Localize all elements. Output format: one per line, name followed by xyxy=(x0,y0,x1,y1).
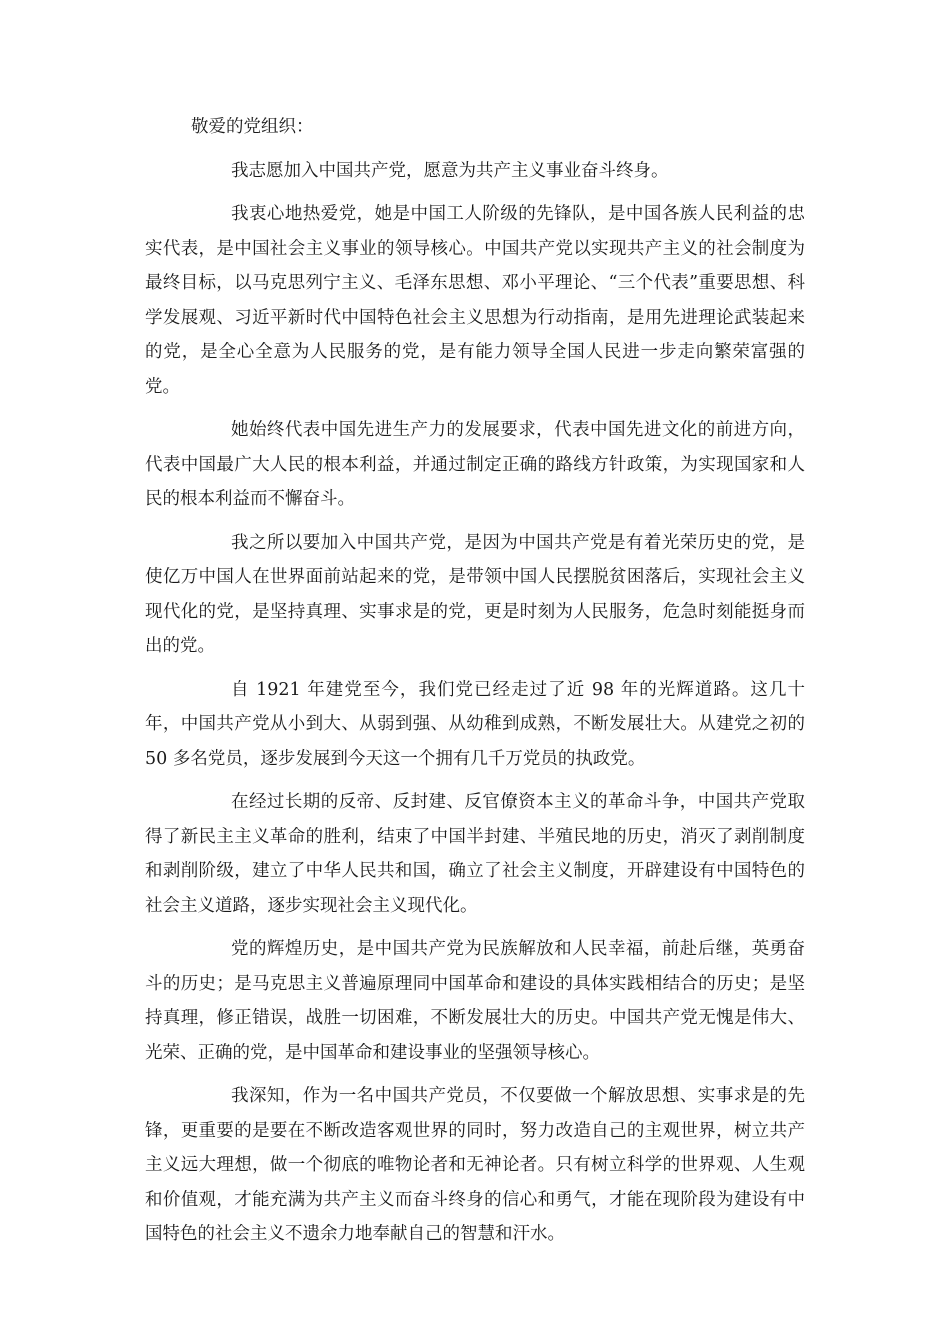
paragraph-8: 我深知，作为一名中国共产党员，不仅要做一个解放思想、实事求是的先锋，更重要的是要在不断改造客观世界的同时，努力改造自己的主观世界，树立共产主义远大理想，做一个彻底的唯物论者和无神论者。只有树立科学的世界观、人生观和价值观，才能充满为共产主义而奋斗终身的信心和勇气，才能在现阶段为建设有中国特色的社会主义不遗余力地奉献自己的智慧和汗水。 xyxy=(145,1086,805,1244)
paragraph-3: 她始终代表中国先进生产力的发展要求，代表中国先进文化的前进方向，代表中国最广大人民的根本利益，并通过制定正确的路线方针政策，为实现国家和人民的根本利益而不懈奋斗。 xyxy=(145,420,805,509)
paragraph-7: 党的辉煌历史，是中国共产党为民族解放和人民幸福，前赴后继，英勇奋斗的历史；是马克思主义普遍原理同中国革命和建设的具体实践相结合的历史；是坚持真理，修正错误，战胜一切困难，不断发展壮大的历史。中国共产党无愧是伟大、光荣、正确的党，是中国革命和建设事业的坚强领导核心。 xyxy=(145,939,805,1063)
paragraph-5: 自 1921 年建党至今，我们党已经走过了近 98 年的光辉道路。这几十年，中国共产党从小到大、从弱到强、从幼稚到成熟，不断发展壮大。从建党之初的 50 多名党员，逐步发展到今天这一个拥有几千万党员的执政党。 xyxy=(145,679,805,769)
letter-salutation: 敬爱的党组织： xyxy=(191,117,314,137)
paragraph-4: 我之所以要加入中国共产党，是因为中国共产党是有着光荣历史的党，是使亿万中国人在世界面前站起来的党，是带领中国人民摆脱贫困落后，实现社会主义现代化的党，是坚持真理、实事求是的党，更是时刻为人民服务，危急时刻能挺身而出的党。 xyxy=(145,532,805,656)
paragraph-6: 在经过长期的反帝、反封建、反官僚资本主义的革命斗争，中国共产党取得了新民主主义革命的胜利，结束了中国半封建、半殖民地的历史，消灭了剥削制度和剥削阶级，建立了中华人民共和国，确立了社会主义制度，开辟建设有中国特色的社会主义道路，逐步实现社会主义现代化。 xyxy=(145,792,805,916)
letter-body xyxy=(145,110,805,1261)
paragraph-2: 我衷心地热爱党，她是中国工人阶级的先锋队，是中国各族人民利益的忠实代表，是中国社会主义事业的领导核心。中国共产党以实现共产主义的社会制度为最终目标，以马克思列宁主义、毛泽东思想、邓小平理论、“三个代表”重要思想、科学发展观、习近平新时代中国特色社会主义思想为行动指南，是用先进理论武装起来的党，是全心全意为人民服务的党，是有能力领导全国人民进一步走向繁荣富强的党。 xyxy=(145,204,805,397)
paragraph-1: 我志愿加入中国共产党，愿意为共产主义事业奋斗终身。 xyxy=(231,160,669,181)
